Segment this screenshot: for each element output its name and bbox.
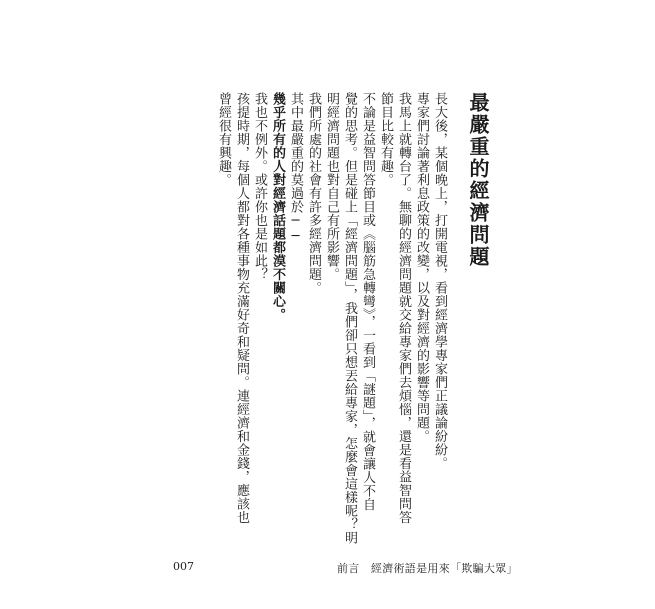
section-title: 最嚴重的經濟問題	[466, 92, 490, 268]
page-number: 007	[173, 560, 194, 573]
text-line-1: 長大後，某個晚上，打開電視，看到經濟學專家們正議論紛紛。	[432, 92, 447, 470]
running-header: 前言 經濟術語是用來「欺騙大眾」	[337, 562, 518, 575]
text-line-9: 其中最嚴重的莫過於──	[288, 92, 303, 245]
text-line-5: 不論是益智問答節目或《腦筋急轉彎》，一看到「謎題」，就會讓人不自	[360, 92, 375, 511]
vertical-text-block	[150, 92, 490, 545]
text-line-6: 覺的思考。但是碰上「經濟問題」，我們卻只想丟給專家，怎麼會這樣呢？明	[342, 92, 357, 545]
text-line-4: 節目比較有趣。	[378, 92, 393, 187]
text-line-8: 我們所處的社會有許多經濟問題。	[306, 92, 321, 295]
text-line-13: 曾經很有興趣。	[216, 92, 231, 187]
text-line-7: 明經濟問題也對自己有所影響。	[324, 92, 339, 281]
text-line-11: 我也不例外。或許你也是如此？	[252, 92, 267, 281]
text-line-10-emphasis: 幾乎所有的人對經濟話題都漠不關心。	[270, 92, 285, 322]
text-line-12: 孩提時期，每個人都對各種事物充滿好奇和疑問。連經濟和金錢，應該也	[234, 92, 249, 524]
text-line-3: 我馬上就轉台了。無聊的經濟問題就交給專家們去煩惱，還是看益智問答	[396, 92, 411, 524]
text-line-2: 專家們討論著利息政策的改變，以及對經濟的影響等問題。	[414, 92, 429, 443]
